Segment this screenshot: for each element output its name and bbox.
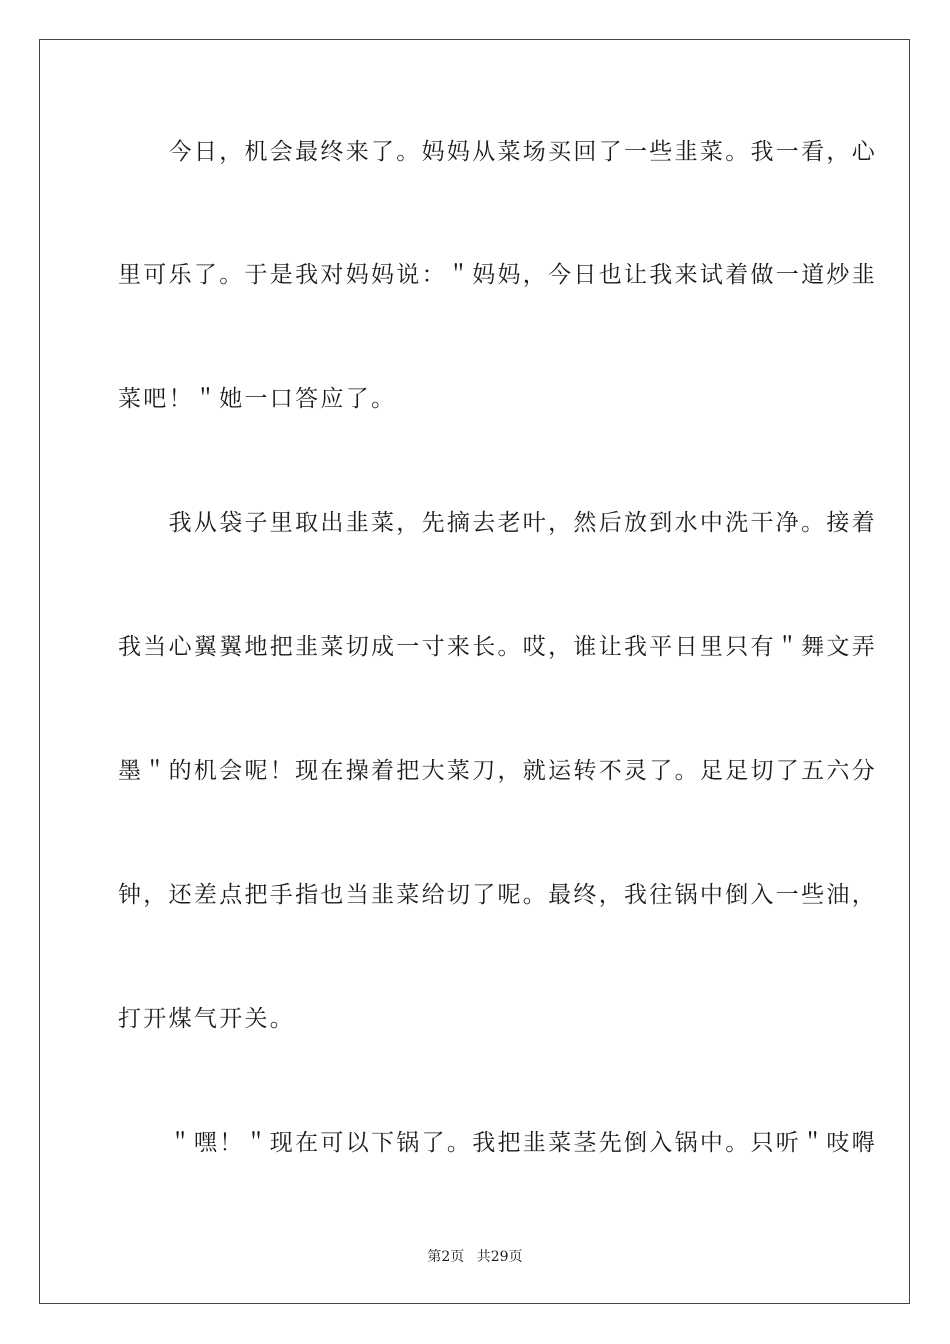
text-line: 我从袋子里取出韭菜，先摘去老叶，然后放到水中洗干净。接着	[118, 510, 877, 536]
page-number: 第2页	[427, 1249, 465, 1265]
page-border	[39, 39, 910, 1304]
text-line: 钟，还差点把手指也当韭菜给切了呢。最终，我往锅中倒入一些油，	[118, 882, 877, 908]
text-line: 菜吧！＂她一口答应了。	[118, 386, 397, 412]
text-line: ＂嘿！＂现在可以下锅了。我把韭菜茎先倒入锅中。只听＂吱嘚	[118, 1130, 877, 1156]
page-footer	[0, 1248, 950, 1266]
page-total: 共29页	[476, 1249, 523, 1265]
text-line: 我当心翼翼地把韭菜切成一寸来长。哎，谁让我平日里只有＂舞文弄	[118, 634, 877, 660]
text-line: 里可乐了。于是我对妈妈说：＂妈妈，今日也让我来试着做一道炒韭	[118, 262, 877, 288]
text-line: 墨＂的机会呢！现在操着把大菜刀，就运转不灵了。足足切了五六分	[118, 758, 877, 784]
text-line: 今日，机会最终来了。妈妈从菜场买回了一些韭菜。我一看，心	[118, 139, 877, 165]
text-line: 打开煤气开关。	[118, 1006, 296, 1032]
